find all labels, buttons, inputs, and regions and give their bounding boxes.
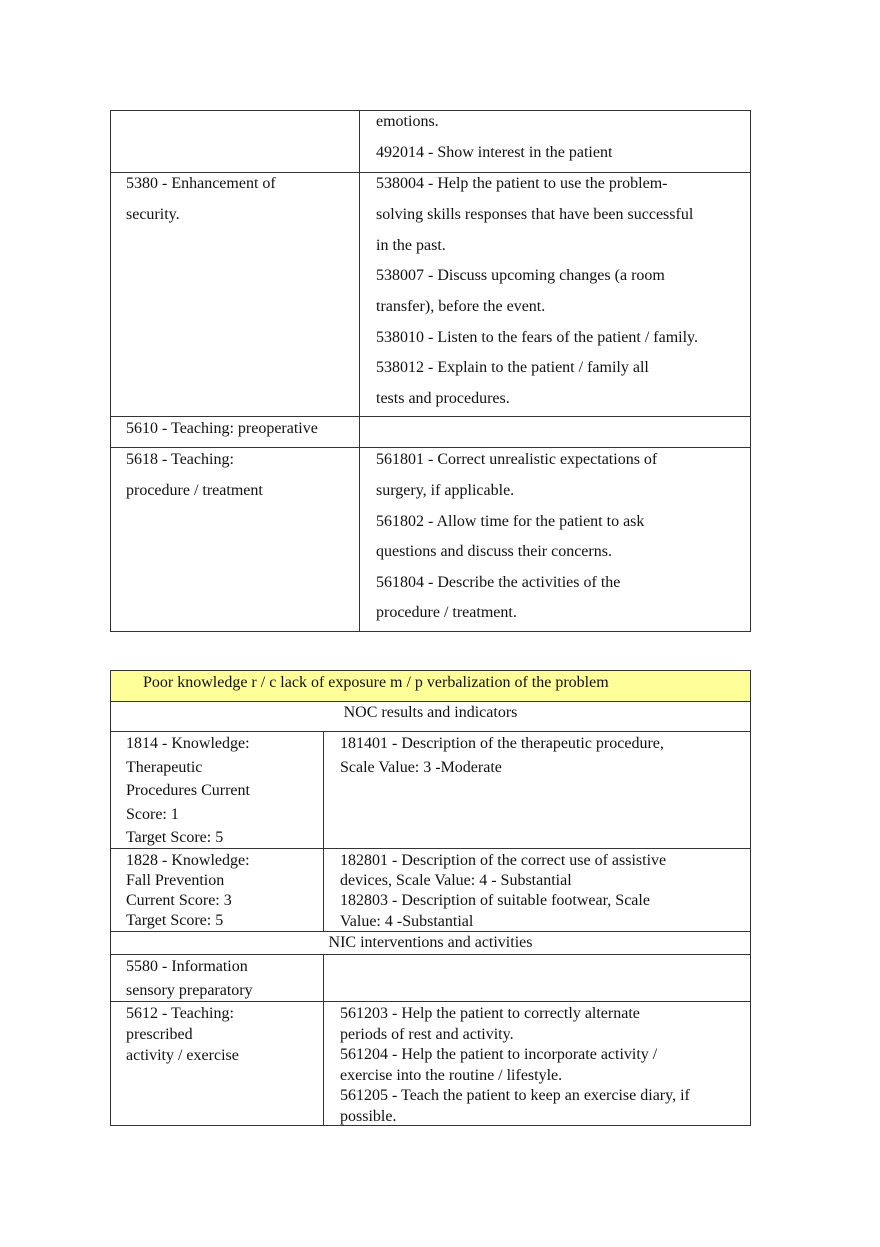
diagnosis-header: Poor knowledge r / c lack of exposure m / p verbalization of the problem bbox=[143, 674, 609, 691]
table-cell-text: 561802 - Allow time for the patient to ask bbox=[376, 513, 645, 530]
table-cell-text: security. bbox=[126, 206, 180, 223]
table1-border-left bbox=[110, 110, 111, 632]
table-cell-text: procedure / treatment bbox=[126, 482, 263, 499]
table-cell-text: Therapeutic bbox=[126, 759, 203, 776]
table-cell-text: periods of rest and activity. bbox=[340, 1026, 514, 1043]
table-cell-text: 182803 - Description of suitable footwear, Scale bbox=[340, 892, 650, 909]
table2-border-left bbox=[110, 670, 111, 1126]
table-cell-text: 561203 - Help the patient to correctly alternate bbox=[340, 1005, 640, 1022]
table-cell-text: 1828 - Knowledge: bbox=[126, 852, 250, 869]
table2-column-divider bbox=[323, 954, 324, 1126]
table-cell-text: possible. bbox=[340, 1108, 397, 1125]
table-cell-text: 492014 - Show interest in the patient bbox=[376, 144, 613, 161]
table-cell-text: questions and discuss their concerns. bbox=[376, 543, 612, 560]
table-cell-text: 5580 - Information bbox=[126, 958, 248, 975]
table-cell-text: in the past. bbox=[376, 237, 446, 254]
table2-row-divider bbox=[110, 954, 751, 955]
table-cell-text: Procedures Current bbox=[126, 782, 250, 799]
table1-column-divider bbox=[359, 110, 360, 632]
table-cell-text: transfer), before the event. bbox=[376, 298, 546, 315]
table-cell-text: prescribed bbox=[126, 1026, 193, 1043]
table-cell-text: 538012 - Explain to the patient / family all bbox=[376, 359, 649, 376]
table-cell-text: emotions. bbox=[376, 113, 439, 130]
table-cell-text: 5610 - Teaching: preoperative bbox=[126, 420, 318, 437]
table2-border-right bbox=[750, 670, 751, 1126]
table2-row-divider bbox=[110, 848, 751, 849]
table-cell-text: 538004 - Help the patient to use the problem- bbox=[376, 175, 668, 192]
table1-border-bottom bbox=[110, 631, 751, 632]
table-cell-text: 561804 - Describe the activities of the bbox=[376, 574, 621, 591]
table2-column-divider bbox=[323, 731, 324, 932]
table-cell-text: devices, Scale Value: 4 - Substantial bbox=[340, 872, 572, 889]
table-cell-text: 538010 - Listen to the fears of the patient / family. bbox=[376, 329, 698, 346]
table2-border-top bbox=[110, 670, 751, 671]
table-cell-text: 561801 - Correct unrealistic expectations of bbox=[376, 451, 658, 468]
table-cell-text: Scale Value: 3 -Moderate bbox=[340, 759, 502, 776]
table-cell-text: 561205 - Teach the patient to keep an exercise diary, if bbox=[340, 1087, 690, 1104]
table2-row-divider bbox=[110, 1001, 751, 1002]
table2-row-divider bbox=[110, 731, 751, 732]
table-cell-text: Fall Prevention bbox=[126, 872, 225, 889]
table-cell-text: sensory preparatory bbox=[126, 982, 253, 999]
nic-section-title: NIC interventions and activities bbox=[328, 934, 533, 951]
table-cell-text: procedure / treatment. bbox=[376, 604, 517, 621]
table-cell-text: tests and procedures. bbox=[376, 390, 510, 407]
table-cell-text: 182801 - Description of the correct use of assistive bbox=[340, 852, 667, 869]
table1-border-right bbox=[750, 110, 751, 632]
table2-row-divider bbox=[110, 701, 751, 702]
table1-row-divider bbox=[110, 172, 751, 173]
table-cell-text: Value: 4 -Substantial bbox=[340, 913, 474, 930]
table-cell-text: 538007 - Discuss upcoming changes (a room bbox=[376, 267, 665, 284]
table-cell-text: surgery, if applicable. bbox=[376, 482, 515, 499]
table1-border-top bbox=[110, 110, 751, 111]
table-cell-text: 1814 - Knowledge: bbox=[126, 735, 250, 752]
table-cell-text: solving skills responses that have been successful bbox=[376, 206, 694, 223]
table-cell-text: Target Score: 5 bbox=[126, 829, 224, 846]
table-cell-text: 5380 - Enhancement of bbox=[126, 175, 276, 192]
noc-section-title: NOC results and indicators bbox=[343, 704, 518, 721]
table-cell-text: Current Score: 3 bbox=[126, 892, 232, 909]
table1-row-divider bbox=[110, 447, 751, 448]
table-cell-text: 5618 - Teaching: bbox=[126, 451, 234, 468]
table1-row-divider bbox=[110, 416, 751, 417]
table-cell-text: activity / exercise bbox=[126, 1047, 239, 1064]
table-cell-text: 5612 - Teaching: bbox=[126, 1005, 234, 1022]
table-cell-text: exercise into the routine / lifestyle. bbox=[340, 1067, 563, 1084]
table-cell-text: 181401 - Description of the therapeutic procedure, bbox=[340, 735, 664, 752]
table-cell-text: Target Score: 5 bbox=[126, 912, 224, 929]
table-cell-text: 561204 - Help the patient to incorporate activity / bbox=[340, 1046, 658, 1063]
table2-row-divider bbox=[110, 931, 751, 932]
table-cell-text: Score: 1 bbox=[126, 806, 179, 823]
table2-border-bottom bbox=[110, 1125, 751, 1126]
